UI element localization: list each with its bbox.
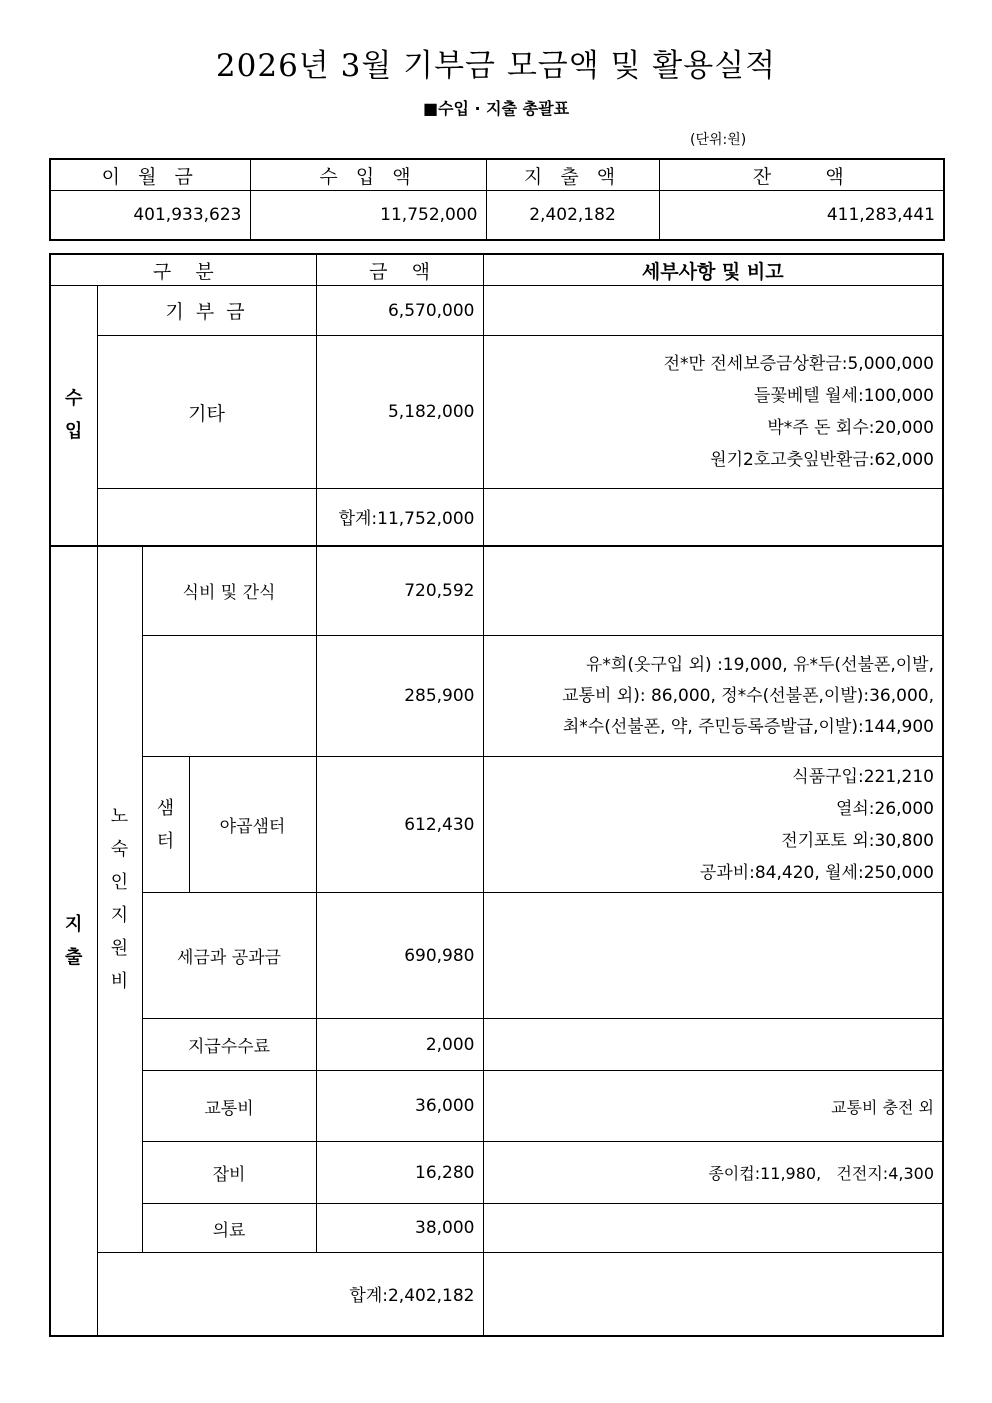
summary-header-expense: 지 출 액 [486, 159, 659, 191]
detail-line: 공과비:84,420, 월세:250,000 [699, 862, 934, 883]
detail-line: 원기2호고춧잎반환금:62,000 [710, 450, 934, 470]
expense-shelter-group: 샘 터 [142, 757, 189, 893]
expense-tax-detail [483, 893, 943, 1019]
income-other-item: 기타 [97, 336, 316, 489]
income-donation-item: 기 부 금 [97, 286, 316, 336]
detail-table [49, 253, 944, 1337]
detail-line: 전*만 전세보증금상환금:5,000,000 [663, 354, 934, 374]
expense-total: 합계:2,402,182 [97, 1253, 483, 1336]
expense-tax-item: 세금과 공과금 [142, 893, 316, 1019]
income-donation-amount: 6,570,000 [316, 286, 483, 336]
expense-shelter-amount: 612,430 [316, 757, 483, 893]
expense-shelter-detail [483, 757, 943, 893]
detail-line: 전기포토 외:30,800 [781, 830, 934, 851]
expense-misc-amount: 16,280 [316, 1142, 483, 1204]
expense-support-amount: 285,900 [316, 636, 483, 757]
expense-transport-amount: 36,000 [316, 1071, 483, 1142]
expense-misc-detail: 종이컵:11,980, 건전지:4,300 [483, 1142, 943, 1204]
header-category: 구 분 [50, 254, 316, 286]
detail-line: 들꽃베텔 월세:100,000 [754, 386, 934, 406]
expense-food-amount: 720,592 [316, 546, 483, 636]
income-other-detail [483, 336, 943, 489]
summary-income-value: 11,752,000 [250, 191, 486, 241]
summary-expense-value: 2,402,182 [486, 191, 659, 241]
expense-group-label: 노 숙 인 지 원 비 [97, 546, 142, 1253]
expense-fee-amount: 2,000 [316, 1019, 483, 1071]
detail-line: 유*희(옷구입 외) :19,000, 유*두(선불폰,이발, [585, 654, 934, 675]
expense-food-detail [483, 546, 943, 636]
expense-label: 지 출 [50, 546, 97, 1336]
expense-transport-item: 교통비 [142, 1071, 316, 1142]
page-title: 2026년 3월 기부금 모금액 및 활용실적 [215, 48, 777, 84]
detail-line: 열쇠:26,000 [835, 798, 934, 819]
header-amount: 금 액 [316, 254, 483, 286]
income-total-blank [97, 489, 316, 546]
detail-line: 박*주 돈 회수:20,000 [767, 418, 934, 438]
income-label: 수 입 [50, 286, 97, 546]
expense-fee-detail [483, 1019, 943, 1071]
summary-carryover-value: 401,933,623 [50, 191, 250, 241]
expense-medical-detail [483, 1204, 943, 1253]
expense-medical-item: 의료 [142, 1204, 316, 1253]
expense-transport-detail: 교통비 충전 외 [483, 1071, 943, 1142]
detail-line: 교통비 외): 86,000, 정*수(선불폰,이발):36,000, [562, 685, 934, 706]
expense-support-item [142, 636, 316, 757]
expense-fee-item: 지급수수료 [142, 1019, 316, 1071]
summary-header-balance: 잔 액 [659, 159, 944, 191]
expense-support-detail [483, 636, 943, 757]
expense-misc-item: 잡비 [142, 1142, 316, 1204]
expense-tax-amount: 690,980 [316, 893, 483, 1019]
summary-balance-value: 411,283,441 [659, 191, 944, 241]
detail-line: 식품구입:221,210 [792, 766, 934, 787]
income-other-amount: 5,182,000 [316, 336, 483, 489]
expense-medical-amount: 38,000 [316, 1204, 483, 1253]
detail-line: 최*수(선불폰, 약, 주민등록증발급,이발):144,900 [562, 716, 934, 737]
unit-label: (단위:원) [690, 132, 747, 148]
expense-food-item: 식비 및 간식 [142, 546, 316, 636]
summary-header-carryover: 이 월 금 [50, 159, 250, 191]
income-total-detail [483, 489, 943, 546]
income-total: 합계:11,752,000 [316, 489, 483, 546]
summary-header-income: 수 입 액 [250, 159, 486, 191]
expense-shelter-item: 야곱샘터 [189, 757, 316, 893]
page-subtitle: ■수입 · 지출 총괄표 [422, 99, 570, 118]
header-detail: 세부사항 및 비고 [483, 254, 943, 286]
expense-total-detail [483, 1253, 943, 1336]
summary-table [49, 158, 945, 241]
income-donation-detail [483, 286, 943, 336]
